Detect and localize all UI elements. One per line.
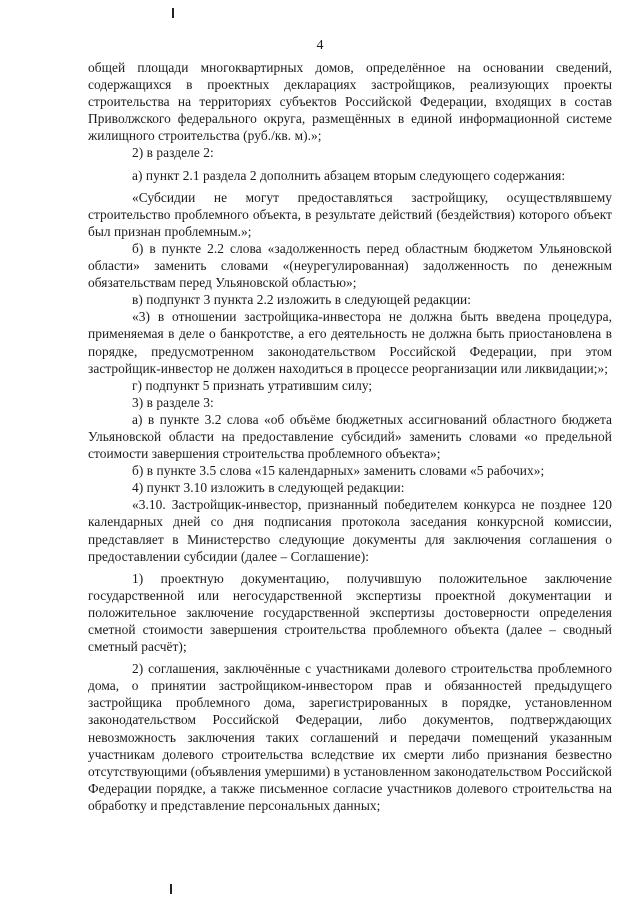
paragraph-13: «3.10. Застройщик-инвестор, признанный победителем конкурса не позднее 120 календарных дней со дня подписания протокола заседания конкурсной комиссии, представляет в Министерство следующие документы для заключения соглашения о предоставлении субсидии (далее – Соглашение): <box>88 497 612 564</box>
paragraph-14: 1) проектную документацию, получившую положительное заключение государственной или негосударственной экспертизы проектной документации и положительное заключение государственной экспертизы достоверности определения сметной стоимости завершения строительства проблемного объекта (далее – сводный сметный расчёт); <box>88 570 612 655</box>
paragraph-10: а) в пункте 3.2 слова «об объёме бюджетных ассигнований областного бюджета Ульяновской области на предоставление субсидий» заменить словами «о предельной стоимости завершения строительства проблемного объекта»; <box>88 411 612 462</box>
paragraph-4: «Субсидии не могут предоставляться застройщику, осуществлявшему строительство проблемного объекта, в результате действий (бездействия) которого объект был признан проблемным.»; <box>88 189 612 239</box>
document-body <box>88 59 612 814</box>
paragraph-15: 2) соглашения, заключённые с участниками долевого строительства проблемного дома, о принятии застройщиком-инвестором прав и обязанностей предыдущего застройщика проблемного дома, зарегистрированных в порядке, установленном законодательством Российской Федерации, либо документов, подтверждающих невозможность заключения таких соглашений и передачи помещений указанным участникам долевого строительства вследствие их смерти либо признания безвестно отсутствующими (объявления умершими) в установленном законодательством Российской Федерации порядке, а также письменное согласие участников долевого строительства на обработку и представление персональных данных; <box>88 661 612 813</box>
paragraph-9: 3) в разделе 3: <box>132 394 214 410</box>
paragraph-11: б) в пункте 3.5 слова «15 календарных» заменить словами «5 рабочих»; <box>132 463 545 479</box>
paragraph-8: г) подпункт 5 признать утратившим силу; <box>132 377 373 393</box>
paragraph-3: а) пункт 2.1 раздела 2 дополнить абзацем вторым следующего содержания: <box>132 167 566 183</box>
paragraph-7: «3) в отношении застройщика-инвестора не должна быть введена процедура, применяемая в деле о банкротстве, а его деятельность не должна быть приостановлена в порядке, предусмотренном законодательством Российской Федерации, при этом застройщик-инвестор не должен находиться в процессе реорганизации или ликвидации;»; <box>88 309 612 376</box>
paragraph-6: в) подпункт 3 пункта 2.2 изложить в следующей редакции: <box>132 292 472 308</box>
paragraph-2: 2) в разделе 2: <box>132 145 214 161</box>
scan-mark-top <box>172 8 174 18</box>
paragraph-5: б) в пункте 2.2 слова «задолженность перед областным бюджетом Ульяновской области» заменить словами «(неурегулированная) задолженность по денежным обязательствам перед Ульяновской областью»; <box>88 240 612 291</box>
scan-mark-bottom <box>170 884 172 894</box>
paragraph-12: 4) пункт 3.10 изложить в следующей редакции: <box>132 480 405 496</box>
page-number: 4 <box>316 38 324 53</box>
paragraph-1: общей площади многоквартирных домов, определённое на основании сведений, содержащихся в проектных декларациях застройщиков, реализующих проекты строительства на территориях субъектов Российской Федерации, входящих в состав Приволжского федерального округа, размещённых в единой информационной системе жилищного строительства (руб./кв. м).»; <box>88 60 612 144</box>
